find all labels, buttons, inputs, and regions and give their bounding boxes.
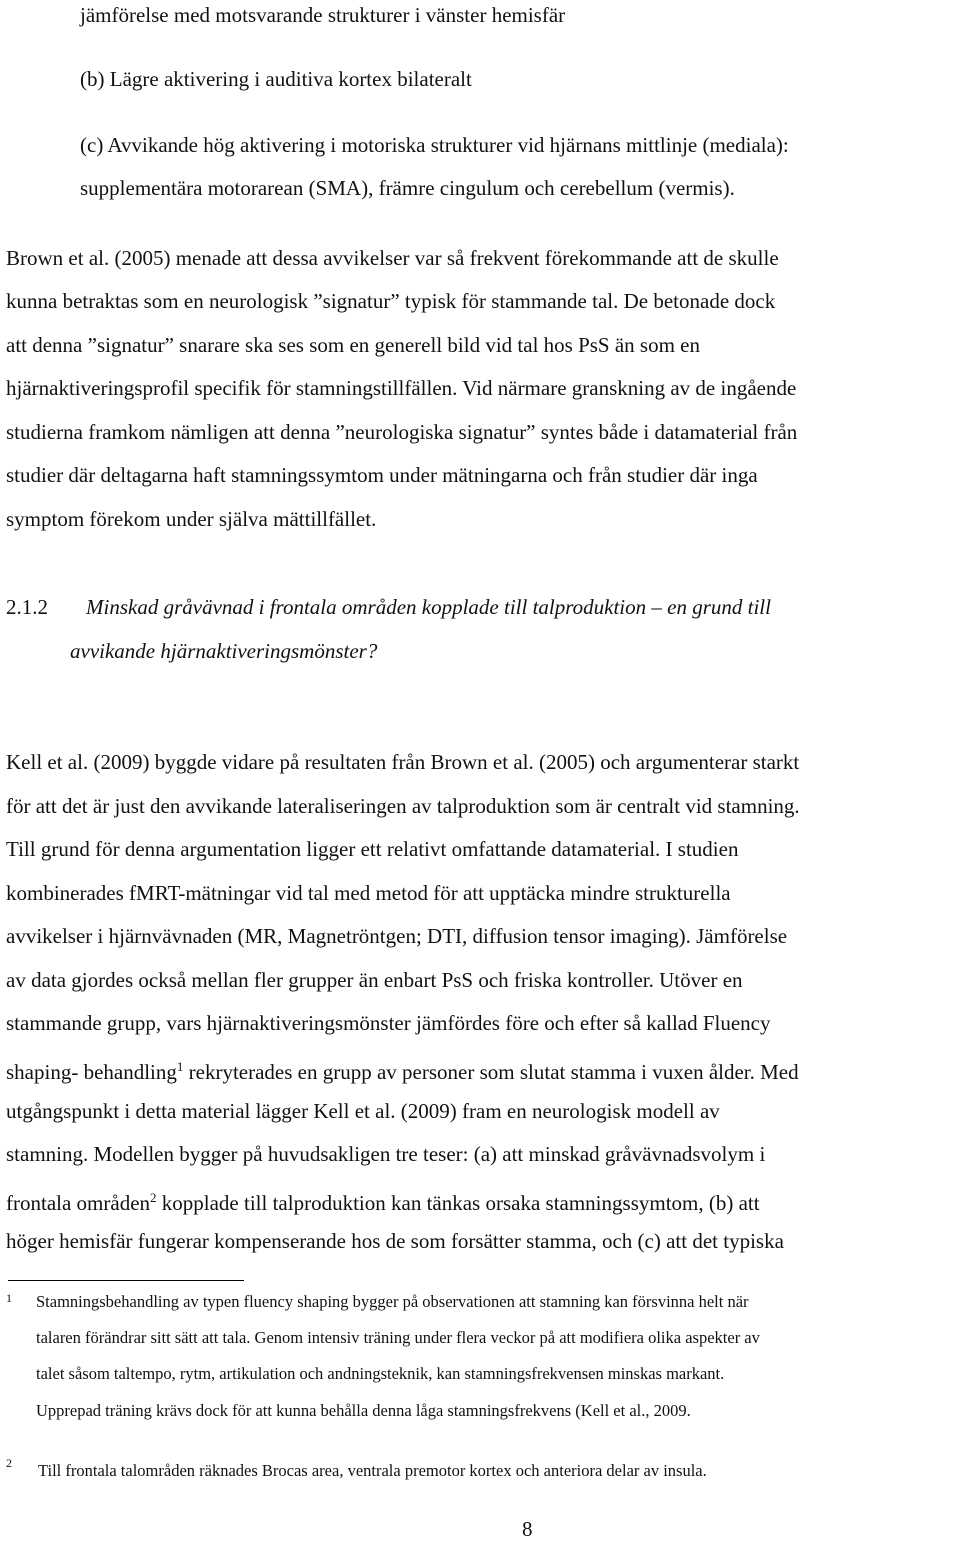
paragraph-line: studierna framkom nämligen att denna ”neurologiska signatur” syntes både i datamaterial från [6, 420, 798, 444]
paragraph-line: hjärnaktiveringsprofil specifik för stamningstillfällen. Vid närmare granskning av de ingående [6, 376, 797, 400]
paragraph-line: stamning. Modellen bygger på huvudsakligen tre teser: (a) att minskad gråvävnadsvolym i [6, 1142, 766, 1166]
paragraph-line: avvikelser i hjärnvävnaden (MR, Magnetröntgen; DTI, diffusion tensor imaging). Jämförelse [6, 924, 788, 948]
paragraph-line: för att det är just den avvikande lateraliseringen av talproduktion som är centralt vid stamning. [6, 794, 800, 818]
paragraph-line: av data gjordes också mellan fler grupper än enbart PsS och friska kontroller. Utöver en [6, 968, 743, 992]
paragraph-line: Till grund för denna argumentation ligger ett relativt omfattande datamaterial. I studien [6, 837, 739, 861]
list-item-c: (c) Avvikande hög aktivering i motoriska strukturer vid hjärnans mittlinje (mediala): [80, 133, 789, 157]
list-item-b: (b) Lägre aktivering i auditiva kortex bilateralt [80, 67, 472, 91]
paragraph-line [6, 1054, 799, 1085]
footnote-line: Upprepad träning krävs dock för att kunna behålla denna låga stamningsfrekvens (Kell et al., 2009. [36, 1401, 691, 1420]
footnote-reference[interactable]: 2 [150, 1190, 157, 1205]
paragraph-line: kombinerades fMRT-mätningar vid tal med metod för att upptäcka mindre strukturella [6, 881, 731, 905]
paragraph-text: frontala områden [6, 1191, 151, 1215]
paragraph-text: shaping- behandling [6, 1060, 177, 1084]
paragraph-line: stammande grupp, vars hjärnaktiveringsmönster jämfördes före och efter så kallad Fluency [6, 1011, 771, 1035]
section-title: Minskad gråvävnad i frontala områden kopplade till talproduktion – en grund till [86, 595, 771, 619]
footnote-separator [8, 1280, 244, 1281]
section-number: 2.1.2 [6, 595, 48, 619]
paragraph-line [6, 1185, 760, 1216]
footnote-line: talaren förändrar sitt sätt att tala. Genom intensiv träning under flera veckor på att modifiera olika aspekter av [36, 1328, 760, 1347]
footnote-line: Till frontala talområden räknades Brocas area, ventrala premotor kortex och anteriora delar av insula. [38, 1461, 707, 1480]
footnote-marker: 1 [6, 1291, 12, 1305]
page-number: 8 [522, 1517, 533, 1541]
footnote-reference[interactable]: 1 [176, 1059, 184, 1074]
paragraph-text: kopplade till talproduktion kan tänkas orsaka stamningssymtom, (b) att [156, 1191, 760, 1215]
footnote-line: Stamningsbehandling av typen fluency shaping bygger på observationen att stamning kan försvinna helt när [36, 1292, 749, 1311]
paragraph-line: symptom förekom under själva mättillfället. [6, 507, 377, 531]
paragraph-line: Brown et al. (2005) menade att dessa avvikelser var så frekvent förekommande att de skulle [6, 246, 779, 270]
paragraph-line: höger hemisfär fungerar kompenserande hos de som forsätter stamma, och (c) att det typiska [6, 1229, 784, 1253]
list-item-a-continuation: jämförelse med motsvarande strukturer i vänster hemisfär [80, 3, 566, 27]
paragraph-line: att denna ”signatur” snarare ska ses som en generell bild vid tal hos PsS än som en [6, 333, 701, 357]
footnote-line: talet såsom taltempo, rytm, artikulation och andningsteknik, kan stamningsfrekvensen minskas markant. [36, 1364, 725, 1383]
paragraph-line: Kell et al. (2009) byggde vidare på resultaten från Brown et al. (2005) och argumenterar starkt [6, 750, 800, 774]
paragraph-line: studier där deltagarna haft stamningssymtom under mätningarna och från studier där inga [6, 463, 758, 487]
paragraph-text: rekryterades en grupp av personer som slutat stamma i vuxen ålder. Med [183, 1060, 799, 1084]
footnote-marker: 2 [6, 1456, 12, 1470]
section-title-continuation: avvikande hjärnaktiveringsmönster? [70, 639, 378, 663]
paragraph-line: kunna betraktas som en neurologisk ”signatur” typisk för stammande tal. De betonade dock [6, 289, 776, 313]
list-item-c-continuation: supplementära motorarean (SMA), främre cingulum och cerebellum (vermis). [80, 176, 735, 200]
paragraph-line: utgångspunkt i detta material lägger Kell et al. (2009) fram en neurologisk modell av [6, 1099, 720, 1123]
